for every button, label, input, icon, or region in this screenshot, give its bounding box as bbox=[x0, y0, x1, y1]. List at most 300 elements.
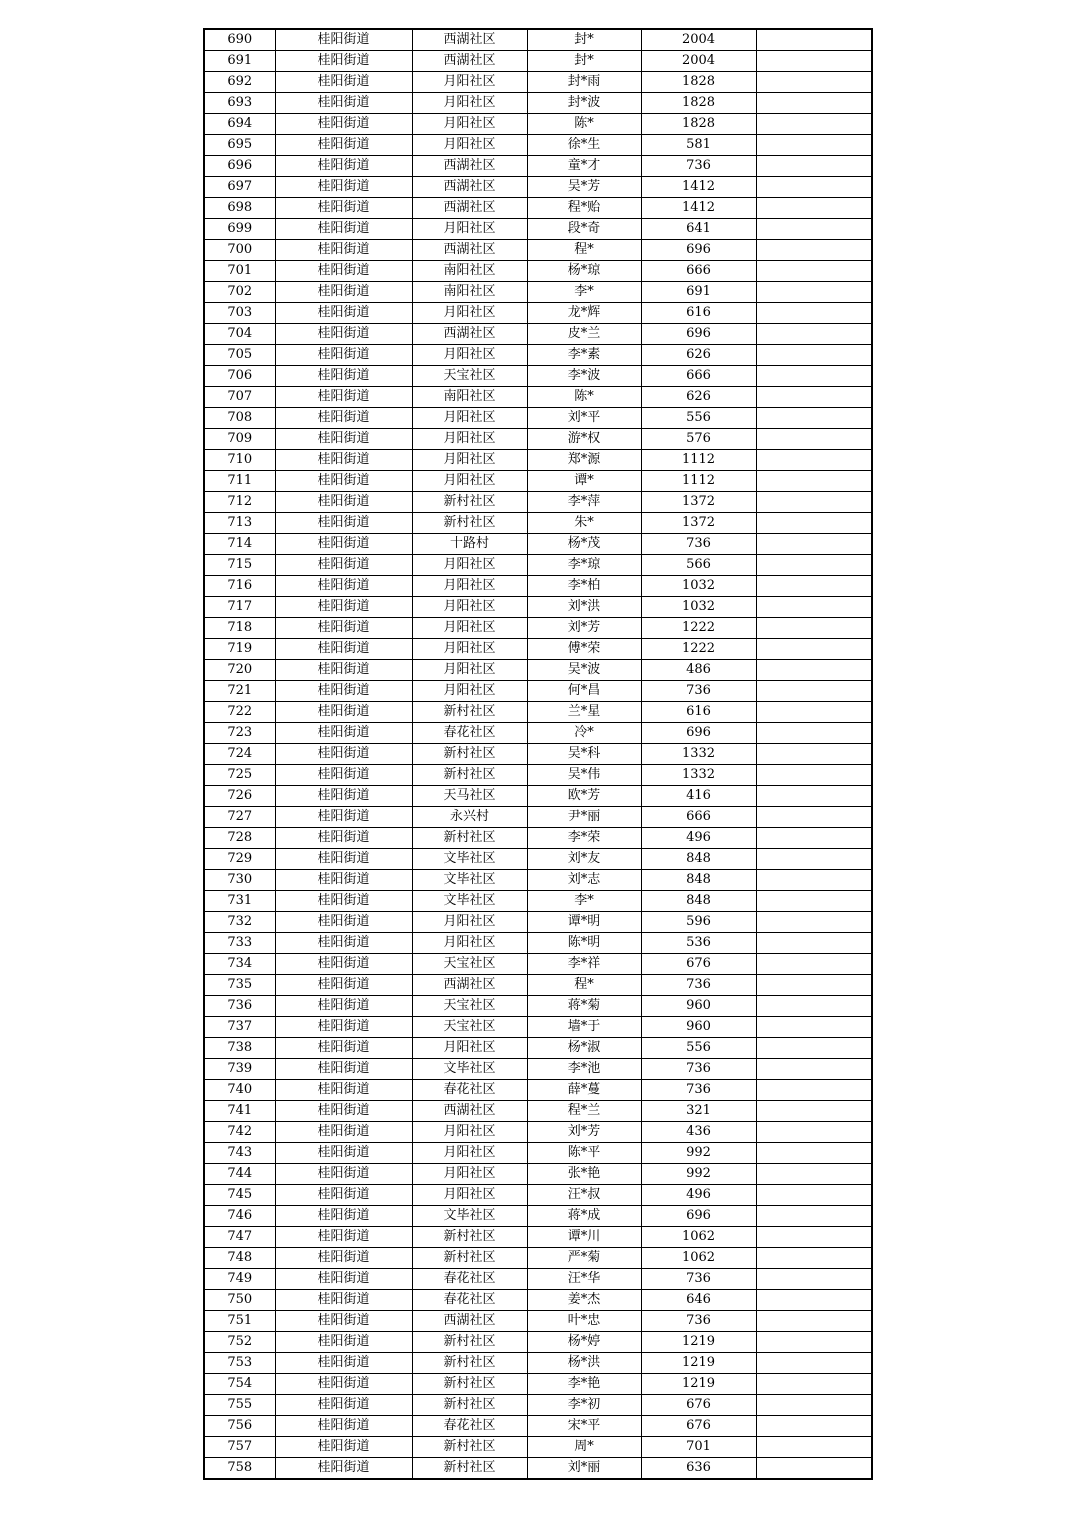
cell-index: 732 bbox=[204, 912, 275, 933]
cell-street: 桂阳街道 bbox=[275, 261, 412, 282]
cell-note bbox=[756, 744, 872, 765]
cell-amount: 616 bbox=[641, 702, 756, 723]
cell-note bbox=[756, 1248, 872, 1269]
cell-note bbox=[756, 1038, 872, 1059]
cell-name: 李*萍 bbox=[527, 492, 641, 513]
table-row bbox=[204, 1017, 872, 1038]
cell-note bbox=[756, 1374, 872, 1395]
cell-community: 新村社区 bbox=[412, 765, 527, 786]
cell-index: 719 bbox=[204, 639, 275, 660]
cell-name: 刘*友 bbox=[527, 849, 641, 870]
cell-community: 月阳社区 bbox=[412, 345, 527, 366]
table-row bbox=[204, 114, 872, 135]
cell-note bbox=[756, 51, 872, 72]
cell-amount: 1219 bbox=[641, 1353, 756, 1374]
cell-name: 刘*平 bbox=[527, 408, 641, 429]
cell-name: 何*昌 bbox=[527, 681, 641, 702]
cell-street: 桂阳街道 bbox=[275, 1311, 412, 1332]
cell-note bbox=[756, 870, 872, 891]
cell-index: 740 bbox=[204, 1080, 275, 1101]
cell-note bbox=[756, 807, 872, 828]
cell-street: 桂阳街道 bbox=[275, 29, 412, 51]
cell-street: 桂阳街道 bbox=[275, 954, 412, 975]
cell-name: 墙*于 bbox=[527, 1017, 641, 1038]
cell-community: 新村社区 bbox=[412, 1374, 527, 1395]
cell-note bbox=[756, 282, 872, 303]
cell-name: 陈*明 bbox=[527, 933, 641, 954]
cell-amount: 736 bbox=[641, 1269, 756, 1290]
cell-name: 欧*芳 bbox=[527, 786, 641, 807]
table-row bbox=[204, 429, 872, 450]
table-row bbox=[204, 51, 872, 72]
cell-community: 西湖社区 bbox=[412, 324, 527, 345]
cell-street: 桂阳街道 bbox=[275, 639, 412, 660]
table-row bbox=[204, 1101, 872, 1122]
cell-street: 桂阳街道 bbox=[275, 702, 412, 723]
cell-note bbox=[756, 1395, 872, 1416]
table-row bbox=[204, 828, 872, 849]
table-row bbox=[204, 576, 872, 597]
cell-name: 刘*芳 bbox=[527, 1122, 641, 1143]
cell-index: 697 bbox=[204, 177, 275, 198]
cell-name: 封* bbox=[527, 51, 641, 72]
table-row bbox=[204, 1311, 872, 1332]
cell-index: 693 bbox=[204, 93, 275, 114]
cell-name: 朱* bbox=[527, 513, 641, 534]
cell-community: 月阳社区 bbox=[412, 1122, 527, 1143]
cell-community: 春花社区 bbox=[412, 1416, 527, 1437]
cell-community: 月阳社区 bbox=[412, 93, 527, 114]
cell-street: 桂阳街道 bbox=[275, 156, 412, 177]
cell-index: 701 bbox=[204, 261, 275, 282]
cell-index: 695 bbox=[204, 135, 275, 156]
table-row bbox=[204, 471, 872, 492]
cell-note bbox=[756, 429, 872, 450]
cell-index: 735 bbox=[204, 975, 275, 996]
cell-index: 738 bbox=[204, 1038, 275, 1059]
cell-community: 新村社区 bbox=[412, 513, 527, 534]
cell-note bbox=[756, 1269, 872, 1290]
cell-amount: 1112 bbox=[641, 450, 756, 471]
cell-name: 杨*婷 bbox=[527, 1332, 641, 1353]
cell-amount: 626 bbox=[641, 387, 756, 408]
cell-amount: 1222 bbox=[641, 639, 756, 660]
cell-street: 桂阳街道 bbox=[275, 597, 412, 618]
cell-street: 桂阳街道 bbox=[275, 807, 412, 828]
cell-index: 698 bbox=[204, 198, 275, 219]
cell-street: 桂阳街道 bbox=[275, 387, 412, 408]
cell-note bbox=[756, 324, 872, 345]
cell-note bbox=[756, 1458, 872, 1480]
cell-index: 751 bbox=[204, 1311, 275, 1332]
cell-note bbox=[756, 1122, 872, 1143]
cell-index: 711 bbox=[204, 471, 275, 492]
cell-amount: 596 bbox=[641, 912, 756, 933]
cell-name: 汪*华 bbox=[527, 1269, 641, 1290]
cell-name: 杨*茂 bbox=[527, 534, 641, 555]
cell-name: 谭*明 bbox=[527, 912, 641, 933]
cell-index: 747 bbox=[204, 1227, 275, 1248]
cell-note bbox=[756, 723, 872, 744]
cell-index: 722 bbox=[204, 702, 275, 723]
cell-street: 桂阳街道 bbox=[275, 933, 412, 954]
cell-index: 692 bbox=[204, 72, 275, 93]
cell-amount: 666 bbox=[641, 261, 756, 282]
cell-index: 690 bbox=[204, 29, 275, 51]
cell-note bbox=[756, 1332, 872, 1353]
cell-street: 桂阳街道 bbox=[275, 534, 412, 555]
cell-note bbox=[756, 576, 872, 597]
table-row bbox=[204, 345, 872, 366]
table-row bbox=[204, 555, 872, 576]
cell-amount: 676 bbox=[641, 1416, 756, 1437]
cell-community: 新村社区 bbox=[412, 492, 527, 513]
cell-community: 西湖社区 bbox=[412, 1311, 527, 1332]
cell-street: 桂阳街道 bbox=[275, 492, 412, 513]
cell-name: 龙*辉 bbox=[527, 303, 641, 324]
cell-note bbox=[756, 702, 872, 723]
cell-street: 桂阳街道 bbox=[275, 1122, 412, 1143]
cell-street: 桂阳街道 bbox=[275, 660, 412, 681]
cell-note bbox=[756, 555, 872, 576]
cell-note bbox=[756, 786, 872, 807]
cell-street: 桂阳街道 bbox=[275, 93, 412, 114]
cell-note bbox=[756, 1311, 872, 1332]
table-row bbox=[204, 1395, 872, 1416]
table-row bbox=[204, 1353, 872, 1374]
cell-name: 兰*星 bbox=[527, 702, 641, 723]
cell-amount: 696 bbox=[641, 240, 756, 261]
cell-name: 童*才 bbox=[527, 156, 641, 177]
cell-index: 743 bbox=[204, 1143, 275, 1164]
cell-amount: 646 bbox=[641, 1290, 756, 1311]
cell-index: 733 bbox=[204, 933, 275, 954]
cell-amount: 960 bbox=[641, 1017, 756, 1038]
cell-community: 天宝社区 bbox=[412, 996, 527, 1017]
cell-name: 杨*淑 bbox=[527, 1038, 641, 1059]
cell-street: 桂阳街道 bbox=[275, 1164, 412, 1185]
cell-street: 桂阳街道 bbox=[275, 72, 412, 93]
table-row bbox=[204, 240, 872, 261]
cell-name: 陈*平 bbox=[527, 1143, 641, 1164]
table-row bbox=[204, 996, 872, 1017]
cell-name: 程*兰 bbox=[527, 1101, 641, 1122]
cell-community: 文毕社区 bbox=[412, 849, 527, 870]
cell-note bbox=[756, 1143, 872, 1164]
table-row bbox=[204, 1059, 872, 1080]
table-row bbox=[204, 156, 872, 177]
cell-index: 699 bbox=[204, 219, 275, 240]
cell-amount: 1032 bbox=[641, 576, 756, 597]
cell-name: 李*柏 bbox=[527, 576, 641, 597]
cell-amount: 1332 bbox=[641, 744, 756, 765]
cell-amount: 736 bbox=[641, 681, 756, 702]
cell-index: 694 bbox=[204, 114, 275, 135]
cell-note bbox=[756, 114, 872, 135]
cell-index: 702 bbox=[204, 282, 275, 303]
cell-amount: 736 bbox=[641, 1059, 756, 1080]
cell-amount: 691 bbox=[641, 282, 756, 303]
table-row bbox=[204, 933, 872, 954]
cell-community: 天宝社区 bbox=[412, 954, 527, 975]
cell-index: 691 bbox=[204, 51, 275, 72]
cell-note bbox=[756, 240, 872, 261]
cell-note bbox=[756, 849, 872, 870]
cell-community: 新村社区 bbox=[412, 702, 527, 723]
cell-name: 李* bbox=[527, 282, 641, 303]
table-row bbox=[204, 1290, 872, 1311]
table-row bbox=[204, 744, 872, 765]
cell-index: 725 bbox=[204, 765, 275, 786]
table-row bbox=[204, 954, 872, 975]
cell-index: 734 bbox=[204, 954, 275, 975]
cell-amount: 1062 bbox=[641, 1227, 756, 1248]
table-row bbox=[204, 639, 872, 660]
cell-index: 744 bbox=[204, 1164, 275, 1185]
cell-street: 桂阳街道 bbox=[275, 891, 412, 912]
cell-index: 739 bbox=[204, 1059, 275, 1080]
cell-index: 713 bbox=[204, 513, 275, 534]
cell-note bbox=[756, 660, 872, 681]
cell-index: 750 bbox=[204, 1290, 275, 1311]
table-row bbox=[204, 1038, 872, 1059]
table-row bbox=[204, 513, 872, 534]
cell-community: 月阳社区 bbox=[412, 219, 527, 240]
cell-note bbox=[756, 471, 872, 492]
cell-name: 刘*志 bbox=[527, 870, 641, 891]
table-row bbox=[204, 1122, 872, 1143]
cell-community: 月阳社区 bbox=[412, 1143, 527, 1164]
table-row bbox=[204, 29, 872, 51]
table-row bbox=[204, 807, 872, 828]
cell-street: 桂阳街道 bbox=[275, 366, 412, 387]
cell-name: 汪*叔 bbox=[527, 1185, 641, 1206]
cell-community: 春花社区 bbox=[412, 1269, 527, 1290]
cell-name: 杨*琼 bbox=[527, 261, 641, 282]
cell-name: 尹*丽 bbox=[527, 807, 641, 828]
cell-name: 蒋*成 bbox=[527, 1206, 641, 1227]
cell-index: 709 bbox=[204, 429, 275, 450]
cell-index: 758 bbox=[204, 1458, 275, 1480]
cell-community: 西湖社区 bbox=[412, 156, 527, 177]
cell-community: 新村社区 bbox=[412, 1227, 527, 1248]
cell-community: 新村社区 bbox=[412, 1437, 527, 1458]
cell-note bbox=[756, 345, 872, 366]
cell-amount: 1062 bbox=[641, 1248, 756, 1269]
cell-note bbox=[756, 1437, 872, 1458]
cell-community: 天马社区 bbox=[412, 786, 527, 807]
table-row bbox=[204, 1206, 872, 1227]
cell-name: 刘*芳 bbox=[527, 618, 641, 639]
cell-amount: 616 bbox=[641, 303, 756, 324]
cell-community: 南阳社区 bbox=[412, 387, 527, 408]
cell-street: 桂阳街道 bbox=[275, 828, 412, 849]
table-row bbox=[204, 1332, 872, 1353]
cell-community: 天宝社区 bbox=[412, 1017, 527, 1038]
cell-community: 文毕社区 bbox=[412, 870, 527, 891]
cell-note bbox=[756, 765, 872, 786]
cell-community: 新村社区 bbox=[412, 744, 527, 765]
cell-community: 新村社区 bbox=[412, 1332, 527, 1353]
cell-community: 文毕社区 bbox=[412, 891, 527, 912]
cell-amount: 696 bbox=[641, 324, 756, 345]
cell-street: 桂阳街道 bbox=[275, 1227, 412, 1248]
cell-street: 桂阳街道 bbox=[275, 1206, 412, 1227]
table-row bbox=[204, 534, 872, 555]
cell-name: 谭*川 bbox=[527, 1227, 641, 1248]
cell-street: 桂阳街道 bbox=[275, 345, 412, 366]
cell-index: 731 bbox=[204, 891, 275, 912]
table-row bbox=[204, 912, 872, 933]
cell-note bbox=[756, 492, 872, 513]
cell-note bbox=[756, 996, 872, 1017]
table-row bbox=[204, 1374, 872, 1395]
cell-amount: 676 bbox=[641, 1395, 756, 1416]
cell-note bbox=[756, 72, 872, 93]
cell-street: 桂阳街道 bbox=[275, 1248, 412, 1269]
cell-note bbox=[756, 933, 872, 954]
cell-index: 736 bbox=[204, 996, 275, 1017]
cell-street: 桂阳街道 bbox=[275, 1038, 412, 1059]
cell-street: 桂阳街道 bbox=[275, 765, 412, 786]
cell-name: 吴*波 bbox=[527, 660, 641, 681]
cell-community: 月阳社区 bbox=[412, 912, 527, 933]
table-row bbox=[204, 849, 872, 870]
cell-name: 李*荣 bbox=[527, 828, 641, 849]
cell-community: 月阳社区 bbox=[412, 408, 527, 429]
cell-community: 西湖社区 bbox=[412, 240, 527, 261]
table-row bbox=[204, 177, 872, 198]
cell-note bbox=[756, 408, 872, 429]
cell-note bbox=[756, 1416, 872, 1437]
cell-amount: 1828 bbox=[641, 72, 756, 93]
cell-street: 桂阳街道 bbox=[275, 450, 412, 471]
cell-street: 桂阳街道 bbox=[275, 1353, 412, 1374]
cell-street: 桂阳街道 bbox=[275, 1017, 412, 1038]
table-row bbox=[204, 387, 872, 408]
cell-street: 桂阳街道 bbox=[275, 1290, 412, 1311]
cell-note bbox=[756, 387, 872, 408]
cell-name: 李*琼 bbox=[527, 555, 641, 576]
cell-amount: 576 bbox=[641, 429, 756, 450]
cell-index: 708 bbox=[204, 408, 275, 429]
table-row bbox=[204, 618, 872, 639]
cell-name: 蒋*菊 bbox=[527, 996, 641, 1017]
cell-name: 杨*洪 bbox=[527, 1353, 641, 1374]
cell-community: 月阳社区 bbox=[412, 429, 527, 450]
cell-street: 桂阳街道 bbox=[275, 51, 412, 72]
cell-street: 桂阳街道 bbox=[275, 198, 412, 219]
cell-community: 春花社区 bbox=[412, 1290, 527, 1311]
cell-index: 729 bbox=[204, 849, 275, 870]
cell-street: 桂阳街道 bbox=[275, 1332, 412, 1353]
cell-note bbox=[756, 177, 872, 198]
cell-index: 754 bbox=[204, 1374, 275, 1395]
cell-community: 月阳社区 bbox=[412, 114, 527, 135]
cell-note bbox=[756, 1290, 872, 1311]
cell-amount: 848 bbox=[641, 849, 756, 870]
cell-amount: 736 bbox=[641, 1311, 756, 1332]
table-row bbox=[204, 1269, 872, 1290]
cell-amount: 1222 bbox=[641, 618, 756, 639]
cell-community: 新村社区 bbox=[412, 1353, 527, 1374]
cell-index: 700 bbox=[204, 240, 275, 261]
cell-street: 桂阳街道 bbox=[275, 870, 412, 891]
cell-street: 桂阳街道 bbox=[275, 513, 412, 534]
cell-index: 752 bbox=[204, 1332, 275, 1353]
cell-community: 十路村 bbox=[412, 534, 527, 555]
cell-note bbox=[756, 912, 872, 933]
cell-community: 天宝社区 bbox=[412, 366, 527, 387]
table-row bbox=[204, 450, 872, 471]
cell-community: 新村社区 bbox=[412, 1458, 527, 1480]
cell-street: 桂阳街道 bbox=[275, 681, 412, 702]
cell-index: 716 bbox=[204, 576, 275, 597]
cell-name: 封*雨 bbox=[527, 72, 641, 93]
table-row bbox=[204, 723, 872, 744]
table-row bbox=[204, 660, 872, 681]
cell-name: 吴*伟 bbox=[527, 765, 641, 786]
cell-name: 刘*丽 bbox=[527, 1458, 641, 1480]
cell-amount: 496 bbox=[641, 828, 756, 849]
table-row bbox=[204, 366, 872, 387]
cell-community: 文毕社区 bbox=[412, 1059, 527, 1080]
cell-street: 桂阳街道 bbox=[275, 576, 412, 597]
cell-community: 南阳社区 bbox=[412, 261, 527, 282]
cell-amount: 436 bbox=[641, 1122, 756, 1143]
cell-community: 月阳社区 bbox=[412, 1164, 527, 1185]
cell-amount: 676 bbox=[641, 954, 756, 975]
cell-name: 叶*忠 bbox=[527, 1311, 641, 1332]
cell-name: 吴*芳 bbox=[527, 177, 641, 198]
cell-community: 月阳社区 bbox=[412, 1185, 527, 1206]
table-row bbox=[204, 1458, 872, 1480]
table-row bbox=[204, 1248, 872, 1269]
cell-amount: 1372 bbox=[641, 513, 756, 534]
cell-community: 月阳社区 bbox=[412, 471, 527, 492]
cell-amount: 496 bbox=[641, 1185, 756, 1206]
cell-amount: 1219 bbox=[641, 1332, 756, 1353]
cell-amount: 1412 bbox=[641, 177, 756, 198]
cell-community: 月阳社区 bbox=[412, 660, 527, 681]
cell-name: 程* bbox=[527, 240, 641, 261]
cell-amount: 848 bbox=[641, 870, 756, 891]
cell-community: 春花社区 bbox=[412, 1080, 527, 1101]
cell-amount: 321 bbox=[641, 1101, 756, 1122]
cell-street: 桂阳街道 bbox=[275, 114, 412, 135]
cell-name: 程* bbox=[527, 975, 641, 996]
cell-community: 月阳社区 bbox=[412, 303, 527, 324]
cell-amount: 556 bbox=[641, 408, 756, 429]
cell-amount: 736 bbox=[641, 534, 756, 555]
cell-amount: 2004 bbox=[641, 51, 756, 72]
cell-street: 桂阳街道 bbox=[275, 219, 412, 240]
cell-index: 703 bbox=[204, 303, 275, 324]
table-row bbox=[204, 1143, 872, 1164]
cell-name: 冷* bbox=[527, 723, 641, 744]
table-row bbox=[204, 975, 872, 996]
table-body bbox=[204, 29, 872, 1479]
cell-name: 程*贻 bbox=[527, 198, 641, 219]
cell-amount: 626 bbox=[641, 345, 756, 366]
cell-name: 郑*源 bbox=[527, 450, 641, 471]
cell-index: 705 bbox=[204, 345, 275, 366]
table-row bbox=[204, 1416, 872, 1437]
cell-index: 723 bbox=[204, 723, 275, 744]
cell-index: 728 bbox=[204, 828, 275, 849]
cell-amount: 736 bbox=[641, 156, 756, 177]
cell-note bbox=[756, 618, 872, 639]
